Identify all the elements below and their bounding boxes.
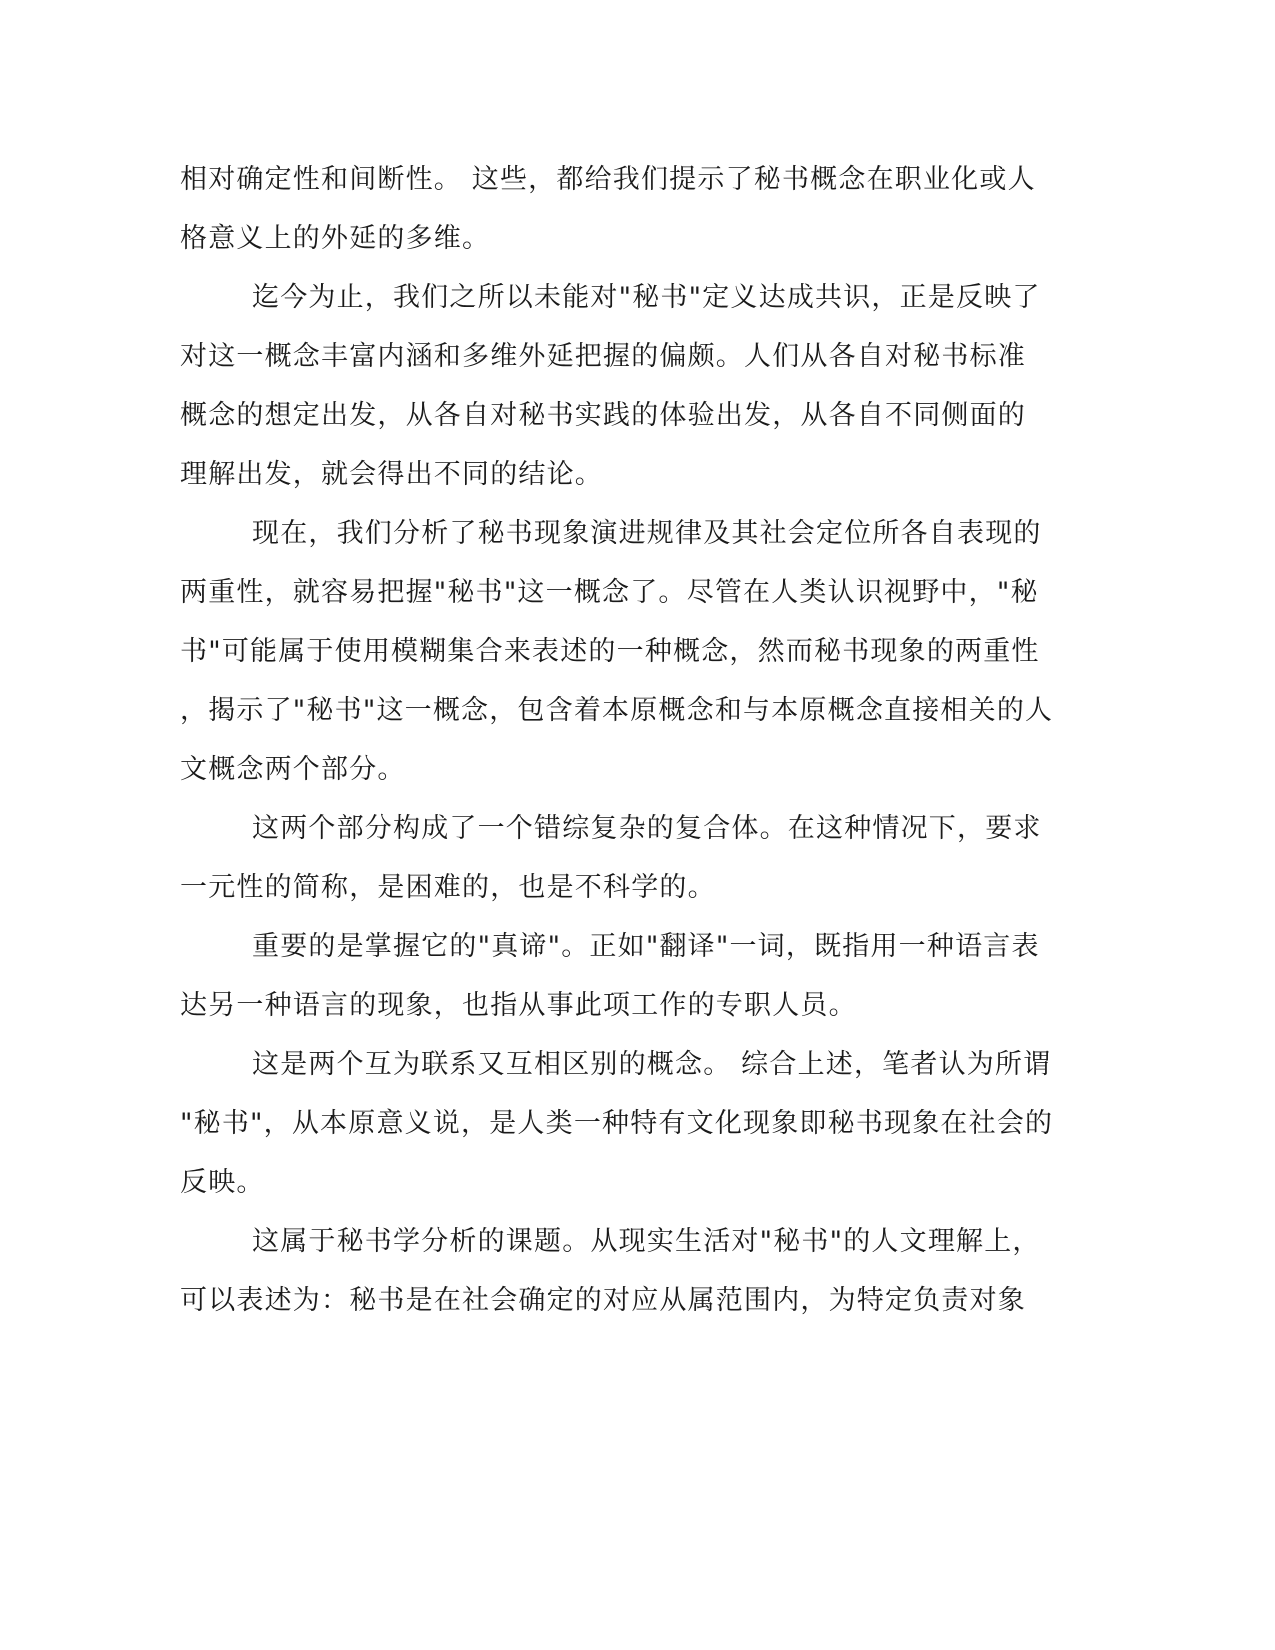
- paragraph-first-line: 这属于秘书学分析的课题。从现实生活对"秘书"的人文理解上，: [252, 1226, 1041, 1257]
- text-line: 概念的想定出发，从各自对秘书实践的体验出发，从各自不同侧面的: [180, 400, 1026, 431]
- text-line: 达另一种语言的现象，也指从事此项工作的专职人员。: [180, 990, 857, 1021]
- text-line: 理解出发，就会得出不同的结论。: [180, 459, 603, 490]
- text-line: 格意义上的外延的多维。: [180, 223, 491, 254]
- paragraph-first-line: 重要的是掌握它的"真谛"。正如"翻译"一词，既指用一种语言表: [252, 931, 1040, 962]
- paragraph-first-line: 迄今为止，我们之所以未能对"秘书"定义达成共识，正是反映了: [252, 282, 1041, 313]
- text-line: 可以表述为：秘书是在社会确定的对应从属范围内，为特定负责对象: [180, 1285, 1026, 1316]
- text-line: 文概念两个部分。: [180, 754, 406, 785]
- paragraph-first-line: 现在，我们分析了秘书现象演进规律及其社会定位所各自表现的: [252, 518, 1042, 549]
- text-line: 对这一概念丰富内涵和多维外延把握的偏颇。人们从各自对秘书标准: [180, 341, 1026, 372]
- text-line: 两重性，就容易把握"秘书"这一概念了。尽管在人类认识视野中，"秘: [180, 577, 1039, 608]
- text-line: 反映。: [180, 1167, 265, 1198]
- text-line: 书"可能属于使用模糊集合来表述的一种概念，然而秘书现象的两重性: [180, 636, 1040, 667]
- text-line: 相对确定性和间断性。 这些，都给我们提示了秘书概念在职业化或人: [180, 164, 1036, 195]
- paragraph-first-line: 这两个部分构成了一个错综复杂的复合体。在这种情况下，要求: [252, 813, 1042, 844]
- text-line: "秘书"，从本原意义说，是人类一种特有文化现象即秘书现象在社会的: [180, 1108, 1054, 1139]
- text-line: 一元性的简称，是困难的，也是不科学的。: [180, 872, 716, 903]
- paragraph-first-line: 这是两个互为联系又互相区别的概念。 综合上述，笔者认为所谓: [252, 1049, 1052, 1080]
- text-line: ，揭示了"秘书"这一概念，包含着本原概念和与本原概念直接相关的人: [180, 695, 1054, 726]
